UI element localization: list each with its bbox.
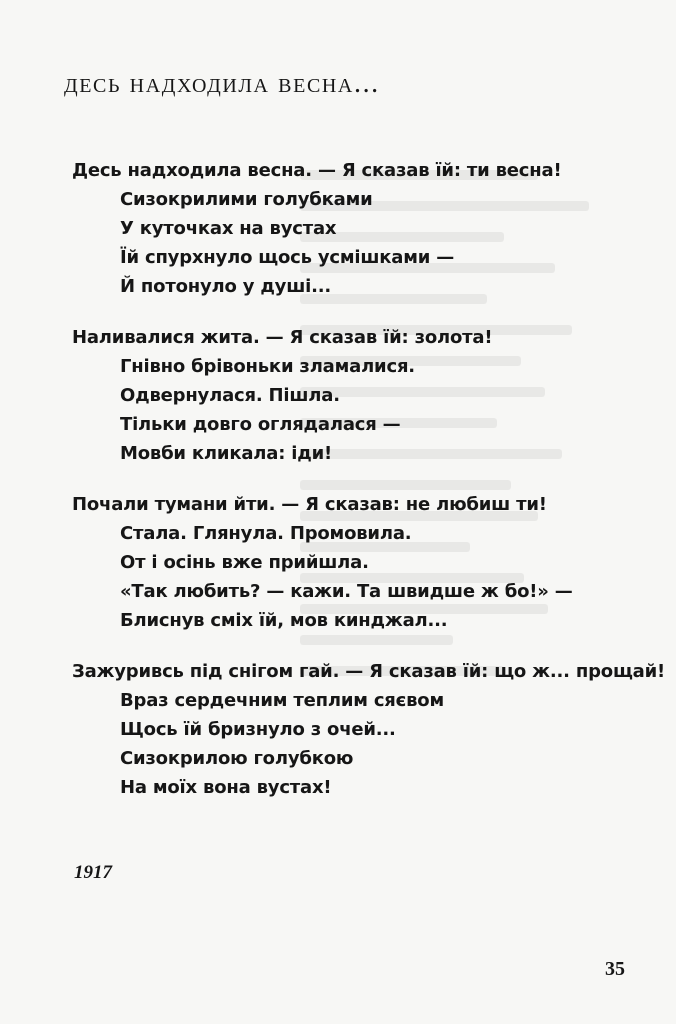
stanza-2: [72, 323, 672, 468]
poem-body: [72, 156, 672, 824]
poem-line: От і осінь вже прийшла.: [120, 552, 369, 573]
stanza-4: [72, 657, 672, 802]
poem-line: Мовби кликала: іди!: [120, 443, 333, 464]
poem-line: Стала. Глянула. Промовила.: [120, 523, 412, 544]
poem-date: 1917: [74, 862, 112, 883]
poem-line: Сизокрилими голубками: [120, 189, 373, 210]
page-number: 35: [605, 958, 625, 980]
poem-line: Блиснув сміх їй, мов кинджал...: [120, 610, 448, 631]
poem-line: Враз сердечним теплим сяєвом: [120, 690, 444, 711]
poem-line: Й потонуло у душі...: [120, 276, 331, 297]
poem-line: Щось їй бризнуло з очей...: [120, 719, 396, 740]
poem-line: Тільки довго оглядалася —: [120, 414, 401, 435]
poem-line: «Так любить? — кажи. Та швидше ж бо!» —: [120, 581, 573, 602]
poem-line: На моїх вона вустах!: [120, 777, 332, 798]
poem-line: У куточках на вустах: [120, 218, 337, 239]
poem-line: Наливалися жита. — Я сказав їй: золота!: [72, 327, 493, 348]
poem-line: Зажуривсь під снігом гай. — Я сказав їй: що ж... прощай!: [72, 661, 666, 682]
poem-line: Десь надходила весна. — Я сказав їй: ти весна!: [72, 160, 562, 181]
poem-line: Сизокрилою голубкою: [120, 748, 354, 769]
poem-line: Їй спурхнуло щось усмішками —: [120, 247, 455, 268]
poem-line: Почали тумани йти. — Я сказав: не любиш ти!: [72, 494, 547, 515]
poem-line: Гнівно брівоньки зламалися.: [120, 356, 415, 377]
poem-title: десь надходила весна...: [64, 68, 380, 99]
stanza-1: [72, 156, 672, 301]
poem-line: Одвернулася. Пішла.: [120, 385, 340, 406]
stanza-3: [72, 490, 672, 635]
